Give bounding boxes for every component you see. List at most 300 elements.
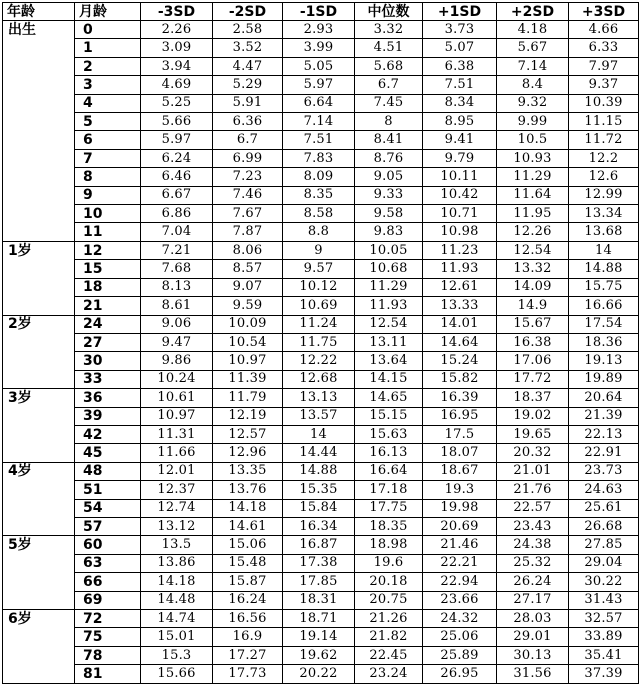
value-cell: 18.35	[355, 517, 423, 535]
header-age: 年龄	[3, 3, 75, 21]
table-row	[3, 315, 639, 333]
age-cell	[3, 370, 75, 388]
age-cell	[3, 223, 75, 241]
month-cell: 6	[75, 131, 141, 149]
value-cell: 17.38	[283, 554, 355, 572]
value-cell: 15.01	[141, 628, 213, 646]
value-cell: 16.66	[569, 297, 639, 315]
value-cell: 13.86	[141, 554, 213, 572]
value-cell: 4.51	[355, 39, 423, 57]
age-cell: 6岁	[3, 610, 75, 628]
value-cell: 10.69	[283, 297, 355, 315]
value-cell: 10.71	[423, 205, 497, 223]
table-row	[3, 149, 639, 167]
month-cell: 30	[75, 352, 141, 370]
value-cell: 24.32	[423, 610, 497, 628]
age-cell: 4岁	[3, 462, 75, 480]
table-row	[3, 186, 639, 204]
value-cell: 5.25	[141, 94, 213, 112]
value-cell: 9.41	[423, 131, 497, 149]
month-cell: 72	[75, 610, 141, 628]
value-cell: 16.38	[497, 333, 569, 351]
table-row	[3, 389, 639, 407]
value-cell: 6.64	[283, 94, 355, 112]
month-cell: 12	[75, 241, 141, 259]
table-row	[3, 665, 639, 684]
table-row	[3, 646, 639, 664]
value-cell: 12.2	[569, 149, 639, 167]
value-cell: 5.07	[423, 39, 497, 57]
age-cell	[3, 57, 75, 75]
month-cell: 36	[75, 389, 141, 407]
table-row	[3, 610, 639, 628]
value-cell: 11.15	[569, 113, 639, 131]
value-cell: 20.69	[423, 517, 497, 535]
value-cell: 20.18	[355, 573, 423, 591]
value-cell: 6.46	[141, 168, 213, 186]
value-cell: 10.97	[213, 352, 283, 370]
table-row	[3, 352, 639, 370]
value-cell: 35.41	[569, 646, 639, 664]
value-cell: 9.07	[213, 278, 283, 296]
value-cell: 11.29	[355, 278, 423, 296]
value-cell: 10.09	[213, 315, 283, 333]
value-cell: 19.89	[569, 370, 639, 388]
table-row	[3, 499, 639, 517]
table-row	[3, 76, 639, 94]
value-cell: 32.57	[569, 610, 639, 628]
value-cell: 12.01	[141, 462, 213, 480]
value-cell: 11.79	[213, 389, 283, 407]
table-row	[3, 168, 639, 186]
value-cell: 21.76	[497, 481, 569, 499]
value-cell: 13.11	[355, 333, 423, 351]
value-cell: 23.66	[423, 591, 497, 609]
month-cell: 81	[75, 665, 141, 684]
value-cell: 15.15	[355, 407, 423, 425]
value-cell: 9.59	[213, 297, 283, 315]
value-cell: 18.37	[497, 389, 569, 407]
value-cell: 7.87	[213, 223, 283, 241]
table-row	[3, 278, 639, 296]
value-cell: 22.57	[497, 499, 569, 517]
value-cell: 26.68	[569, 517, 639, 535]
value-cell: 14.09	[497, 278, 569, 296]
header-month: 月龄	[75, 3, 141, 21]
value-cell: 14.9	[497, 297, 569, 315]
header-row	[3, 3, 639, 21]
value-cell: 5.29	[213, 76, 283, 94]
value-cell: 12.37	[141, 481, 213, 499]
value-cell: 8.95	[423, 113, 497, 131]
table-row	[3, 57, 639, 75]
value-cell: 16.24	[213, 591, 283, 609]
value-cell: 17.75	[355, 499, 423, 517]
value-cell: 28.03	[497, 610, 569, 628]
value-cell: 22.21	[423, 554, 497, 572]
month-cell: 27	[75, 333, 141, 351]
month-cell: 2	[75, 57, 141, 75]
value-cell: 14.88	[569, 260, 639, 278]
age-cell	[3, 333, 75, 351]
value-cell: 6.7	[355, 76, 423, 94]
value-cell: 3.09	[141, 39, 213, 57]
value-cell: 9.05	[355, 168, 423, 186]
value-cell: 7.46	[213, 186, 283, 204]
age-cell	[3, 278, 75, 296]
value-cell: 7.51	[423, 76, 497, 94]
value-cell: 15.48	[213, 554, 283, 572]
table-row	[3, 628, 639, 646]
table-row	[3, 94, 639, 112]
value-cell: 18.71	[283, 610, 355, 628]
value-cell: 11.24	[283, 315, 355, 333]
month-cell: 21	[75, 297, 141, 315]
value-cell: 10.05	[355, 241, 423, 259]
value-cell: 12.96	[213, 444, 283, 462]
value-cell: 12.54	[355, 315, 423, 333]
value-cell: 10.54	[213, 333, 283, 351]
value-cell: 17.72	[497, 370, 569, 388]
age-cell	[3, 76, 75, 94]
month-cell: 10	[75, 205, 141, 223]
value-cell: 14.15	[355, 370, 423, 388]
table-row	[3, 241, 639, 259]
value-cell: 10.61	[141, 389, 213, 407]
value-cell: 6.36	[213, 113, 283, 131]
value-cell: 13.34	[569, 205, 639, 223]
value-cell: 8.58	[283, 205, 355, 223]
value-cell: 16.39	[423, 389, 497, 407]
value-cell: 7.04	[141, 223, 213, 241]
value-cell: 3.32	[355, 21, 423, 39]
age-cell	[3, 481, 75, 499]
value-cell: 6.67	[141, 186, 213, 204]
age-cell	[3, 131, 75, 149]
value-cell: 27.17	[497, 591, 569, 609]
value-cell: 14.61	[213, 517, 283, 535]
age-cell: 1岁	[3, 241, 75, 259]
value-cell: 24.38	[497, 536, 569, 554]
value-cell: 12.22	[283, 352, 355, 370]
value-cell: 17.5	[423, 425, 497, 443]
value-cell: 26.24	[497, 573, 569, 591]
value-cell: 16.13	[355, 444, 423, 462]
value-cell: 11.93	[355, 297, 423, 315]
value-cell: 10.68	[355, 260, 423, 278]
value-cell: 13.13	[283, 389, 355, 407]
value-cell: 25.61	[569, 499, 639, 517]
age-cell	[3, 425, 75, 443]
value-cell: 19.65	[497, 425, 569, 443]
value-cell: 19.13	[569, 352, 639, 370]
value-cell: 14.88	[283, 462, 355, 480]
value-cell: 13.35	[213, 462, 283, 480]
age-cell	[3, 591, 75, 609]
value-cell: 5.97	[283, 76, 355, 94]
value-cell: 18.67	[423, 462, 497, 480]
month-cell: 7	[75, 149, 141, 167]
month-cell: 1	[75, 39, 141, 57]
table-row	[3, 205, 639, 223]
value-cell: 29.01	[497, 628, 569, 646]
value-cell: 11.31	[141, 425, 213, 443]
value-cell: 6.7	[213, 131, 283, 149]
table-row	[3, 536, 639, 554]
age-cell	[3, 186, 75, 204]
age-cell: 3岁	[3, 389, 75, 407]
value-cell: 8.4	[497, 76, 569, 94]
value-cell: 16.34	[283, 517, 355, 535]
value-cell: 5.66	[141, 113, 213, 131]
month-cell: 54	[75, 499, 141, 517]
value-cell: 14	[569, 241, 639, 259]
value-cell: 16.9	[213, 628, 283, 646]
value-cell: 10.39	[569, 94, 639, 112]
value-cell: 14.01	[423, 315, 497, 333]
value-cell: 13.76	[213, 481, 283, 499]
value-cell: 2.26	[141, 21, 213, 39]
value-cell: 19.3	[423, 481, 497, 499]
value-cell: 13.33	[423, 297, 497, 315]
age-cell	[3, 573, 75, 591]
value-cell: 14.18	[141, 573, 213, 591]
value-cell: 14.44	[283, 444, 355, 462]
value-cell: 7.51	[283, 131, 355, 149]
age-cell	[3, 628, 75, 646]
value-cell: 10.24	[141, 370, 213, 388]
month-cell: 66	[75, 573, 141, 591]
value-cell: 13.5	[141, 536, 213, 554]
value-cell: 19.6	[355, 554, 423, 572]
age-cell	[3, 554, 75, 572]
value-cell: 8.57	[213, 260, 283, 278]
month-cell: 18	[75, 278, 141, 296]
month-cell: 45	[75, 444, 141, 462]
value-cell: 15.82	[423, 370, 497, 388]
month-cell: 0	[75, 21, 141, 39]
table-row	[3, 573, 639, 591]
value-cell: 14.74	[141, 610, 213, 628]
value-cell: 11.93	[423, 260, 497, 278]
value-cell: 17.54	[569, 315, 639, 333]
value-cell: 6.24	[141, 149, 213, 167]
age-cell	[3, 39, 75, 57]
table-row	[3, 21, 639, 39]
table-row	[3, 425, 639, 443]
value-cell: 9.37	[569, 76, 639, 94]
value-cell: 10.12	[283, 278, 355, 296]
value-cell: 16.56	[213, 610, 283, 628]
value-cell: 11.66	[141, 444, 213, 462]
value-cell: 14.64	[423, 333, 497, 351]
value-cell: 20.75	[355, 591, 423, 609]
age-cell: 出生	[3, 21, 75, 39]
value-cell: 6.33	[569, 39, 639, 57]
value-cell: 12.19	[213, 407, 283, 425]
value-cell: 9.58	[355, 205, 423, 223]
value-cell: 21.82	[355, 628, 423, 646]
value-cell: 7.14	[283, 113, 355, 131]
month-cell: 5	[75, 113, 141, 131]
value-cell: 9	[283, 241, 355, 259]
table-body	[3, 21, 639, 684]
month-cell: 42	[75, 425, 141, 443]
table-row	[3, 370, 639, 388]
value-cell: 2.93	[283, 21, 355, 39]
value-cell: 15.3	[141, 646, 213, 664]
value-cell: 15.87	[213, 573, 283, 591]
value-cell: 22.13	[569, 425, 639, 443]
value-cell: 20.32	[497, 444, 569, 462]
value-cell: 8.13	[141, 278, 213, 296]
value-cell: 7.23	[213, 168, 283, 186]
value-cell: 19.98	[423, 499, 497, 517]
header-minus-2sd: -2SD	[213, 3, 283, 21]
value-cell: 8.8	[283, 223, 355, 241]
value-cell: 16.95	[423, 407, 497, 425]
value-cell: 11.23	[423, 241, 497, 259]
month-cell: 8	[75, 168, 141, 186]
month-cell: 63	[75, 554, 141, 572]
month-cell: 24	[75, 315, 141, 333]
value-cell: 18.31	[283, 591, 355, 609]
table-row	[3, 554, 639, 572]
month-cell: 51	[75, 481, 141, 499]
value-cell: 11.95	[497, 205, 569, 223]
value-cell: 30.22	[569, 573, 639, 591]
month-cell: 3	[75, 76, 141, 94]
table-row	[3, 444, 639, 462]
value-cell: 18.98	[355, 536, 423, 554]
header-minus-3sd: -3SD	[141, 3, 213, 21]
value-cell: 10.5	[497, 131, 569, 149]
month-cell: 9	[75, 186, 141, 204]
value-cell: 25.06	[423, 628, 497, 646]
value-cell: 7.45	[355, 94, 423, 112]
value-cell: 12.74	[141, 499, 213, 517]
value-cell: 13.12	[141, 517, 213, 535]
month-cell: 48	[75, 462, 141, 480]
value-cell: 8.34	[423, 94, 497, 112]
age-cell	[3, 260, 75, 278]
table-row	[3, 39, 639, 57]
value-cell: 9.57	[283, 260, 355, 278]
value-cell: 11.64	[497, 186, 569, 204]
value-cell: 29.04	[569, 554, 639, 572]
value-cell: 31.43	[569, 591, 639, 609]
age-cell	[3, 646, 75, 664]
value-cell: 23.73	[569, 462, 639, 480]
value-cell: 21.39	[569, 407, 639, 425]
value-cell: 4.47	[213, 57, 283, 75]
value-cell: 12.57	[213, 425, 283, 443]
table-row	[3, 481, 639, 499]
value-cell: 31.56	[497, 665, 569, 684]
value-cell: 3.94	[141, 57, 213, 75]
value-cell: 7.67	[213, 205, 283, 223]
value-cell: 6.38	[423, 57, 497, 75]
month-cell: 75	[75, 628, 141, 646]
value-cell: 7.83	[283, 149, 355, 167]
value-cell: 11.29	[497, 168, 569, 186]
table-row	[3, 333, 639, 351]
value-cell: 12.6	[569, 168, 639, 186]
age-cell: 2岁	[3, 315, 75, 333]
value-cell: 5.91	[213, 94, 283, 112]
value-cell: 9.99	[497, 113, 569, 131]
value-cell: 5.97	[141, 131, 213, 149]
value-cell: 9.83	[355, 223, 423, 241]
table-row	[3, 260, 639, 278]
value-cell: 15.06	[213, 536, 283, 554]
value-cell: 11.75	[283, 333, 355, 351]
value-cell: 8.06	[213, 241, 283, 259]
value-cell: 16.64	[355, 462, 423, 480]
table-row	[3, 462, 639, 480]
value-cell: 10.42	[423, 186, 497, 204]
value-cell: 7.14	[497, 57, 569, 75]
month-cell: 4	[75, 94, 141, 112]
value-cell: 14.18	[213, 499, 283, 517]
value-cell: 23.24	[355, 665, 423, 684]
value-cell: 17.27	[213, 646, 283, 664]
value-cell: 18.07	[423, 444, 497, 462]
value-cell: 8	[355, 113, 423, 131]
age-cell	[3, 517, 75, 535]
header-plus-3sd: +3SD	[569, 3, 639, 21]
value-cell: 3.99	[283, 39, 355, 57]
value-cell: 20.64	[569, 389, 639, 407]
value-cell: 20.22	[283, 665, 355, 684]
age-cell	[3, 665, 75, 684]
age-cell	[3, 205, 75, 223]
value-cell: 22.91	[569, 444, 639, 462]
value-cell: 33.89	[569, 628, 639, 646]
value-cell: 2.58	[213, 21, 283, 39]
value-cell: 15.84	[283, 499, 355, 517]
value-cell: 17.18	[355, 481, 423, 499]
value-cell: 7.68	[141, 260, 213, 278]
value-cell: 12.61	[423, 278, 497, 296]
value-cell: 4.69	[141, 76, 213, 94]
value-cell: 3.73	[423, 21, 497, 39]
value-cell: 9.47	[141, 333, 213, 351]
value-cell: 5.67	[497, 39, 569, 57]
age-cell	[3, 168, 75, 186]
table-row	[3, 297, 639, 315]
age-cell: 5岁	[3, 536, 75, 554]
value-cell: 8.61	[141, 297, 213, 315]
month-cell: 15	[75, 260, 141, 278]
value-cell: 13.68	[569, 223, 639, 241]
value-cell: 15.66	[141, 665, 213, 684]
value-cell: 10.11	[423, 168, 497, 186]
growth-standard-table	[2, 2, 639, 684]
age-cell	[3, 352, 75, 370]
value-cell: 10.97	[141, 407, 213, 425]
value-cell: 12.68	[283, 370, 355, 388]
month-cell: 11	[75, 223, 141, 241]
value-cell: 15.75	[569, 278, 639, 296]
value-cell: 19.14	[283, 628, 355, 646]
value-cell: 21.26	[355, 610, 423, 628]
month-cell: 57	[75, 517, 141, 535]
value-cell: 15.35	[283, 481, 355, 499]
value-cell: 19.62	[283, 646, 355, 664]
value-cell: 15.63	[355, 425, 423, 443]
header-plus-2sd: +2SD	[497, 3, 569, 21]
